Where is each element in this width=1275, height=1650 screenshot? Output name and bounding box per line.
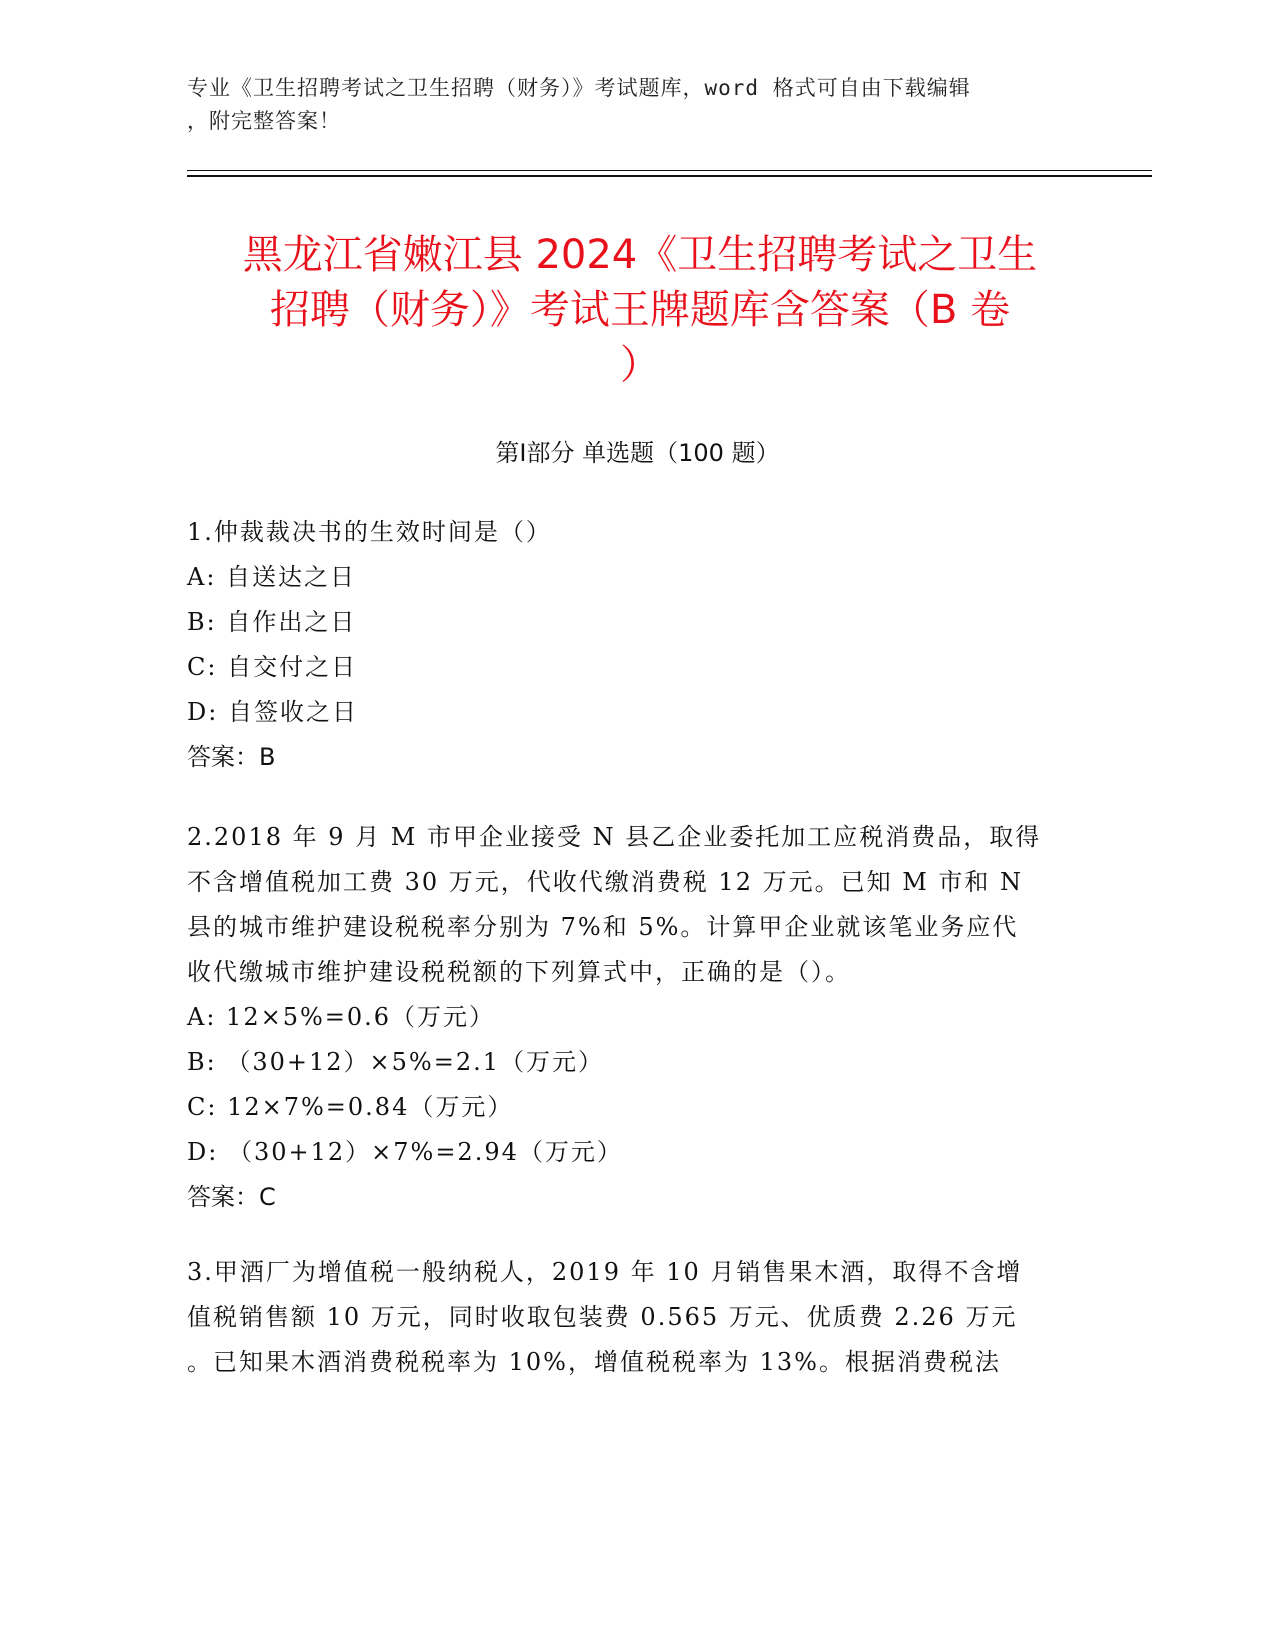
option-a: A: 12×5%=0.6（万元） — [187, 1003, 496, 1031]
question-text: 1.仲裁裁决书的生效时间是（） — [187, 518, 552, 546]
question-1 — [187, 510, 1077, 780]
question-text-line: 。已知果木酒消费税税率为 10%，增值税税率为 13%。根据消费税法 — [187, 1348, 1001, 1376]
header-note-line-2: ，附完整答案！ — [187, 109, 341, 133]
document-title — [180, 228, 1100, 393]
answer: 答案：B — [187, 743, 276, 771]
question-3 — [187, 1250, 1077, 1385]
title-line-1: 黑龙江省嫩江县 2024《卫生招聘考试之卫生 — [242, 232, 1038, 278]
answer: 答案：C — [187, 1183, 276, 1211]
header-note-line-1: 专业《卫生招聘考试之卫生招聘（财务）》考试题库，word 格式可自由下载编辑 — [187, 76, 971, 100]
question-2 — [187, 815, 1077, 1220]
option-d: D: 自签收之日 — [187, 698, 358, 726]
title-line-2: 招聘（财务）》考试王牌题库含答案（B 卷 — [269, 287, 1011, 333]
question-text-line: 县的城市维护建设税税率分别为 7%和 5%。计算甲企业就该笔业务应代 — [187, 913, 1019, 941]
question-text-line: 2.2018 年 9 月 M 市甲企业接受 N 县乙企业委托加工应税消费品，取得 — [187, 823, 1042, 851]
question-text-line: 收代缴城市维护建设税税额的下列算式中，正确的是（）。 — [187, 958, 851, 986]
option-b: B: （30+12）×5%=2.1（万元） — [187, 1048, 604, 1076]
header-note — [187, 72, 1067, 138]
question-text-line: 不含增值税加工费 30 万元，代收代缴消费税 12 万元。已知 M 市和 N — [187, 868, 1024, 896]
option-a: A: 自送达之日 — [187, 563, 357, 591]
header-divider-thick — [187, 175, 1152, 177]
option-c: C: 自交付之日 — [187, 653, 358, 681]
option-d: D: （30+12）×7%=2.94（万元） — [187, 1138, 623, 1166]
option-b: B: 自作出之日 — [187, 608, 357, 636]
option-c: C: 12×7%=0.84（万元） — [187, 1093, 514, 1121]
header-divider-thin — [187, 170, 1152, 171]
section-heading: 第Ⅰ部分 单选题（100 题） — [495, 439, 780, 467]
title-line-3: ） — [620, 342, 660, 388]
question-text-line: 值税销售额 10 万元，同时收取包装费 0.565 万元、优质费 2.26 万元 — [187, 1303, 1018, 1331]
question-text-line: 3.甲酒厂为增值税一般纳税人，2019 年 10 月销售果木酒，取得不含增 — [187, 1258, 1023, 1286]
